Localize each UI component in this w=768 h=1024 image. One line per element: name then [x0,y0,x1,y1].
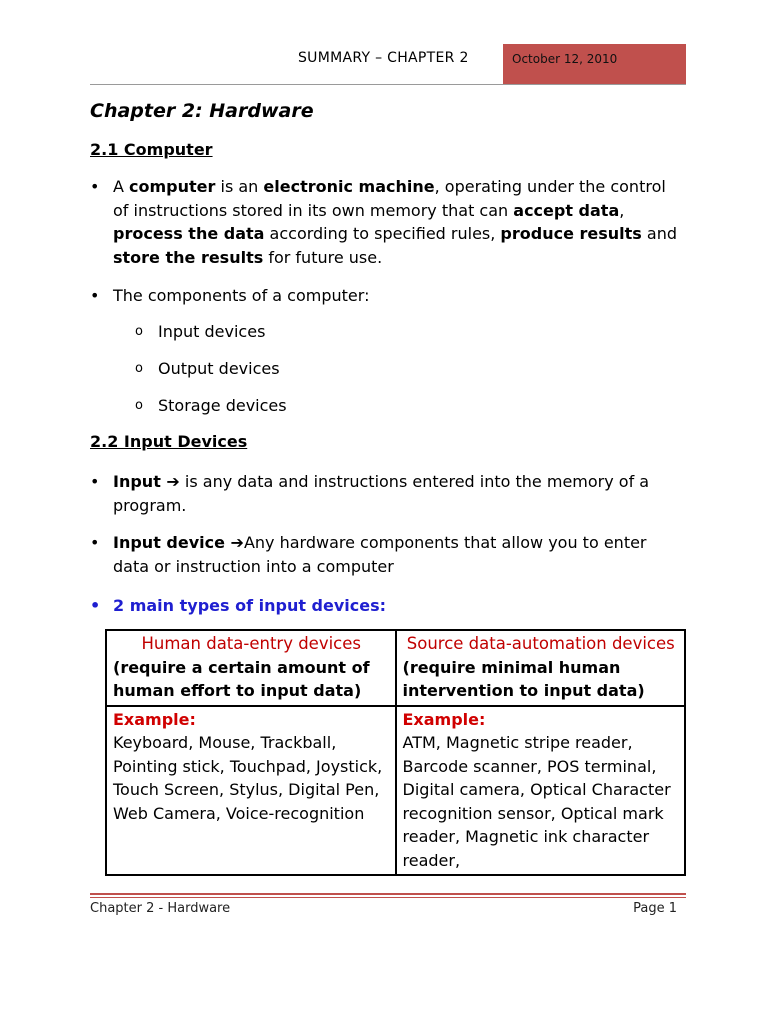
bullet-marker: • [90,596,101,615]
header-title: SUMMARY – CHAPTER 2 [298,50,469,66]
section-heading-input-devices: 2.2 Input Devices [90,432,248,451]
source-devices-title: Source data-automation devices [406,634,675,653]
chapter-title: Chapter 2: Hardware [90,100,314,122]
table-cell-source-examples [396,706,686,876]
sub-bullet-marker: o [135,324,143,339]
human-devices-note: (require a certain amount of human effort to input data) [113,657,370,700]
bullet-marker: • [90,472,100,491]
table-cell-human-header [106,630,396,706]
footer-page-number: Page 1 [633,901,677,916]
bullet-marker: • [90,533,100,552]
table-row [106,706,685,876]
components-intro: The components of a computer: [113,286,370,305]
input-device-definition: Input device ➔Any hardware components that allow you to enter data or instruction into a computer [113,533,647,576]
source-devices-note: (require minimal human intervention to input data) [402,657,645,700]
human-devices-title: Human data-entry devices [141,634,362,653]
header-date-box [503,44,686,84]
computer-definition: A computer is an electronic machine, operating under the control of instructions stored in its own memory that can accept data, process the data according to specified rules, produce results and store the results for future use. [113,177,678,267]
human-devices-examples: Keyboard, Mouse, Trackball, Pointing stick, Touchpad, Joystick, Touch Screen, Stylus, Digital Pen, Web Camera, Voice-recognition [113,733,383,823]
footer-rule-thin [90,897,686,898]
footer-chapter: Chapter 2 - Hardware [90,901,231,916]
component-item: Storage devices [158,396,287,415]
header-date: October 12, 2010 [512,52,618,66]
table-cell-human-examples [106,706,396,876]
source-devices-examples: ATM, Magnetic stripe reader, Barcode scanner, POS terminal, Digital camera, Optical Character recognition sensor, Optical mark reader, Magnetic ink character reader, [402,733,671,870]
bullet-marker: • [90,286,100,305]
footer-rule [90,893,686,895]
input-device-types-table [105,629,686,876]
section-heading-computer: 2.1 Computer [90,140,213,159]
header-rule [90,84,686,85]
table-cell-source-header [396,630,686,706]
bullet-marker: • [90,177,100,196]
component-item: Output devices [158,359,280,378]
sub-bullet-marker: o [135,361,143,376]
input-definition: Input ➔ is any data and instructions entered into the memory of a program. [113,472,650,515]
example-label: Example: [402,709,486,729]
table-row [106,630,685,706]
input-types-intro: 2 main types of input devices: [113,596,387,615]
sub-bullet-marker: o [135,398,143,413]
example-label: Example: [113,709,196,729]
component-item: Input devices [158,322,266,341]
